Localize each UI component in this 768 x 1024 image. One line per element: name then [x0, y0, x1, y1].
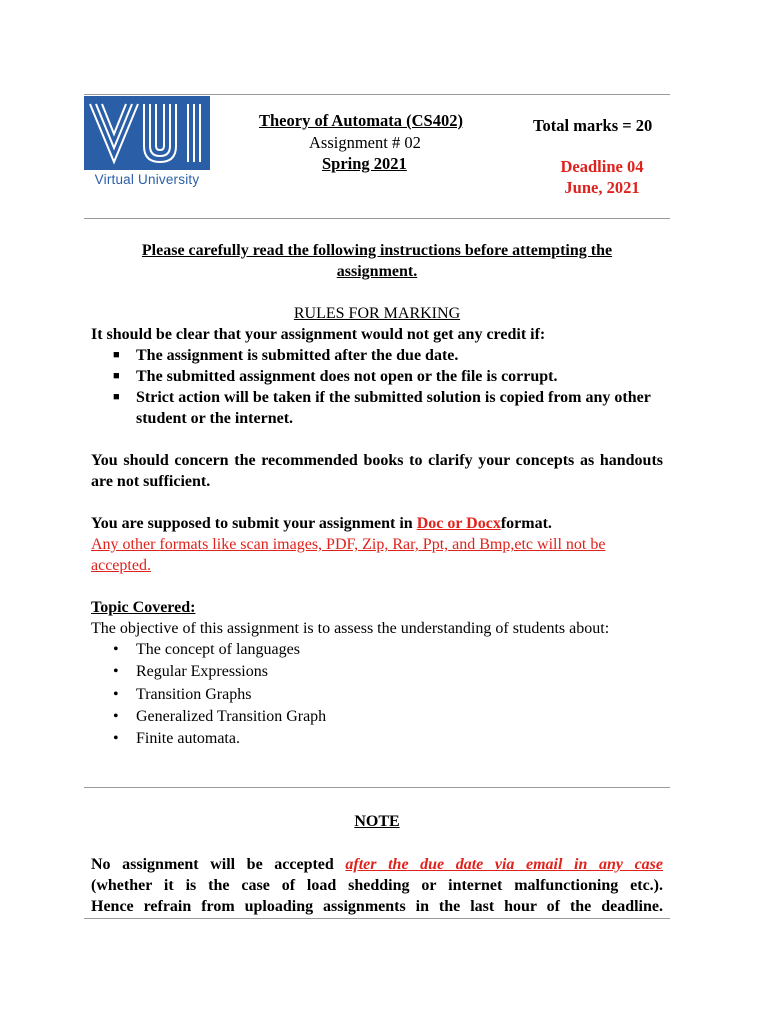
format-link: Doc or Docx [416, 515, 501, 532]
list-item: • The concept of languages [113, 641, 300, 658]
list-item: • Generalized Transition Graph [113, 707, 327, 725]
deadline-line2: June, 2021 [564, 178, 640, 197]
course-title: Theory of Automata (CS402) [259, 111, 463, 130]
deadline [538, 156, 666, 198]
instructions-heading: Please carefully read the following instructions before attempting the assignment. [141, 242, 613, 280]
note-line3: Hence refrain from uploading assignments in the last hour of the deadline. [91, 898, 663, 915]
note-section [91, 811, 663, 917]
vu-logo [84, 96, 210, 192]
list-item: • Regular Expressions [113, 663, 268, 681]
note-emphasis: after the due date via email in any case [345, 856, 663, 873]
assignment-number: Assignment # 02 [309, 133, 421, 152]
note-divider-bottom [84, 918, 670, 919]
instructions-section [91, 240, 663, 750]
note-divider-top [84, 787, 670, 788]
rules-intro: It should be clear that your assignment would not get any credit if: [91, 326, 546, 343]
list-item: • Transition Graphs [113, 685, 252, 703]
list-item: ■ Strict action will be taken if the submitted solution is copied from any other student or the internet. [113, 389, 651, 427]
topics-heading: Topic Covered: [91, 599, 196, 616]
note-line2: (whether it is the case of load shedding or internet malfunctioning etc.). [91, 877, 663, 894]
vu-logo-mark [84, 96, 210, 170]
rules-heading: RULES FOR MARKING [293, 305, 461, 322]
rules-list [91, 345, 663, 429]
format-warning: Any other formats like scan images, PDF, Zip, Rar, Ppt, and Bmp,etc will not be accepted. [91, 536, 606, 574]
header-divider [84, 218, 670, 219]
topics-list [91, 639, 663, 750]
list-item: ■ The assignment is submitted after the due date. [113, 347, 459, 364]
total-marks: Total marks = 20 [533, 116, 653, 135]
list-item: ■ The submitted assignment does not open or the file is corrupt. [113, 368, 558, 385]
list-item: • Finite automata. [113, 730, 240, 748]
note-heading: NOTE [354, 813, 400, 830]
semester: Spring 2021 [322, 154, 407, 173]
vu-logo-text: Virtual University [94, 172, 200, 187]
deadline-line1: Deadline 04 [560, 157, 644, 176]
topics-intro: The objective of this assignment is to assess the understanding of students about: [91, 620, 610, 637]
books-note: You should concern the recommended books to clarify your concepts as handouts are not sufficient. [91, 452, 663, 490]
format-line: You are supposed to submit your assignment in Doc or Docxformat. [91, 515, 552, 532]
note-line1: No assignment will be accepted after the due date via email in any case [91, 856, 663, 873]
top-divider [84, 94, 670, 95]
